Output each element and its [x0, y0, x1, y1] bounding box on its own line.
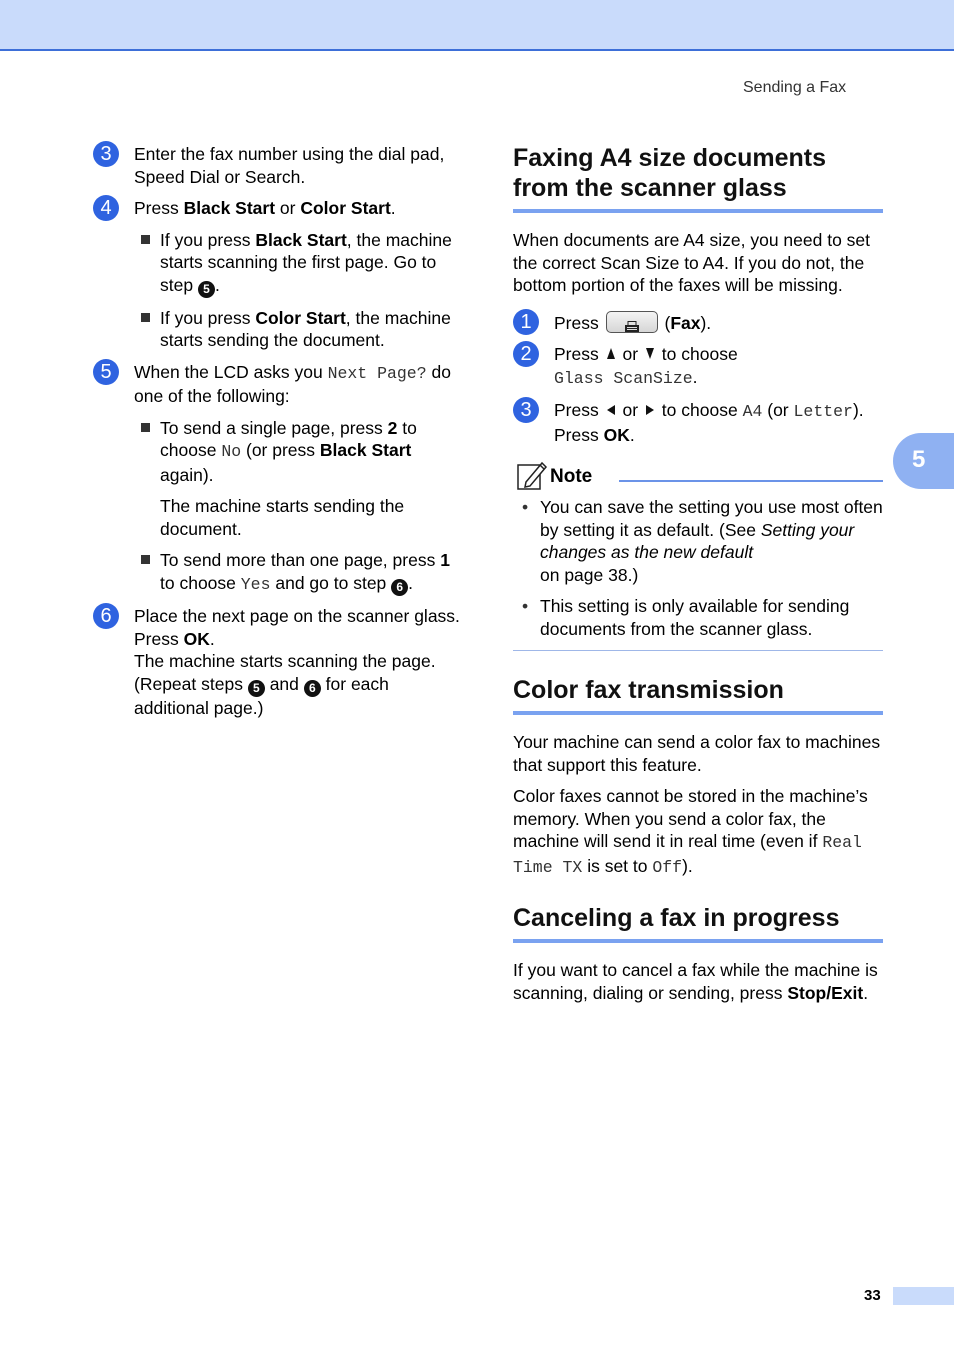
up-arrow-icon	[607, 348, 615, 359]
section-heading-a4: Faxing A4 size documents from the scanner glass	[513, 143, 883, 213]
paragraph: Your machine can send a color fax to machines that support this feature.	[513, 732, 881, 775]
step-number-icon: 6	[93, 603, 119, 629]
list-item: If you press Color Start, the machine starts sending the document.	[134, 307, 463, 352]
paragraph: Color faxes cannot be stored in the machine’s memory. When you send a color fax, the machine will send it in real time (even if Real Time TX is set to Off).	[513, 786, 868, 877]
list-item: • You can save the setting you use most often by setting it as default. (See Setting your changes as the new default on page 38.)	[513, 496, 883, 586]
a4-step-1	[513, 311, 883, 335]
step-text: Press Black Start or Color Start.	[134, 198, 396, 218]
fax-key-icon	[606, 311, 658, 333]
section-intro: When documents are A4 size, you need to set the correct Scan Size to A4. If you do not, the bottom portion of the faxes will be missing.	[513, 230, 871, 295]
step-4	[93, 197, 463, 352]
step-ref-icon: 6	[391, 579, 408, 596]
page-number: 33	[864, 1287, 881, 1304]
note-pencil-icon	[516, 460, 548, 492]
step-text: When the LCD asks you Next Page? do one of the following:	[134, 361, 451, 406]
note-box	[513, 460, 883, 651]
footer-bar	[893, 1287, 954, 1305]
step-text: Press or to choose Glass ScanSize.	[554, 344, 738, 388]
step-number-icon: 4	[93, 195, 119, 221]
step-ref-icon: 5	[198, 281, 215, 298]
section-heading-color: Color fax transmission	[513, 675, 883, 715]
section-heading-cancel: Canceling a fax in progress	[513, 903, 883, 943]
a4-step-2	[513, 343, 883, 390]
list-item-followup: The machine starts sending the document.	[160, 496, 405, 539]
step-text: Enter the fax number using the dial pad, Speed Dial or Search.	[134, 144, 445, 187]
step-number-icon: 1	[513, 309, 539, 335]
step-3	[93, 143, 463, 188]
step-ref-icon: 6	[304, 680, 321, 697]
step-number-icon: 3	[513, 397, 539, 423]
step-number-icon: 2	[513, 341, 539, 367]
step-5	[93, 361, 463, 597]
note-end-rule	[513, 650, 883, 651]
chapter-number: 5	[912, 446, 926, 473]
left-column	[93, 143, 463, 728]
step-number-icon: 3	[93, 141, 119, 167]
step-6	[93, 605, 463, 719]
right-column	[513, 143, 883, 1013]
right-arrow-icon	[646, 405, 654, 415]
down-arrow-icon	[646, 348, 654, 359]
header-bar	[0, 0, 954, 51]
step-ref-icon: 5	[248, 680, 265, 697]
step-text: Press (Fax).	[554, 312, 712, 333]
running-head: Sending a Fax	[743, 79, 847, 96]
note-rule	[619, 480, 883, 482]
a4-step-3	[513, 399, 883, 446]
note-title: Note	[550, 466, 593, 487]
step-text: Press or to choose A4 (or Letter). Press OK.	[554, 400, 864, 445]
note-list	[513, 496, 883, 640]
paragraph: If you want to cancel a fax while the machine is scanning, dialing or sending, press Stop/Exit.	[513, 960, 878, 1003]
left-arrow-icon	[607, 405, 615, 415]
list-item: To send more than one page, press 1 to choose Yes and go to step 6 .	[134, 549, 463, 596]
list-item: If you press Black Start, the machine starts scanning the first page. Go to step 5 .	[134, 229, 463, 298]
list-item: • This setting is only available for sending documents from the scanner glass.	[513, 595, 883, 640]
list-item: To send a single page, press 2 to choose No (or press Black Start again).	[134, 417, 463, 487]
step-number-icon: 5	[93, 359, 119, 385]
step-text: Place the next page on the scanner glass. Press OK. The machine starts scanning the page. (Repeat steps 5 and 6 for each additional page.)	[134, 606, 460, 718]
